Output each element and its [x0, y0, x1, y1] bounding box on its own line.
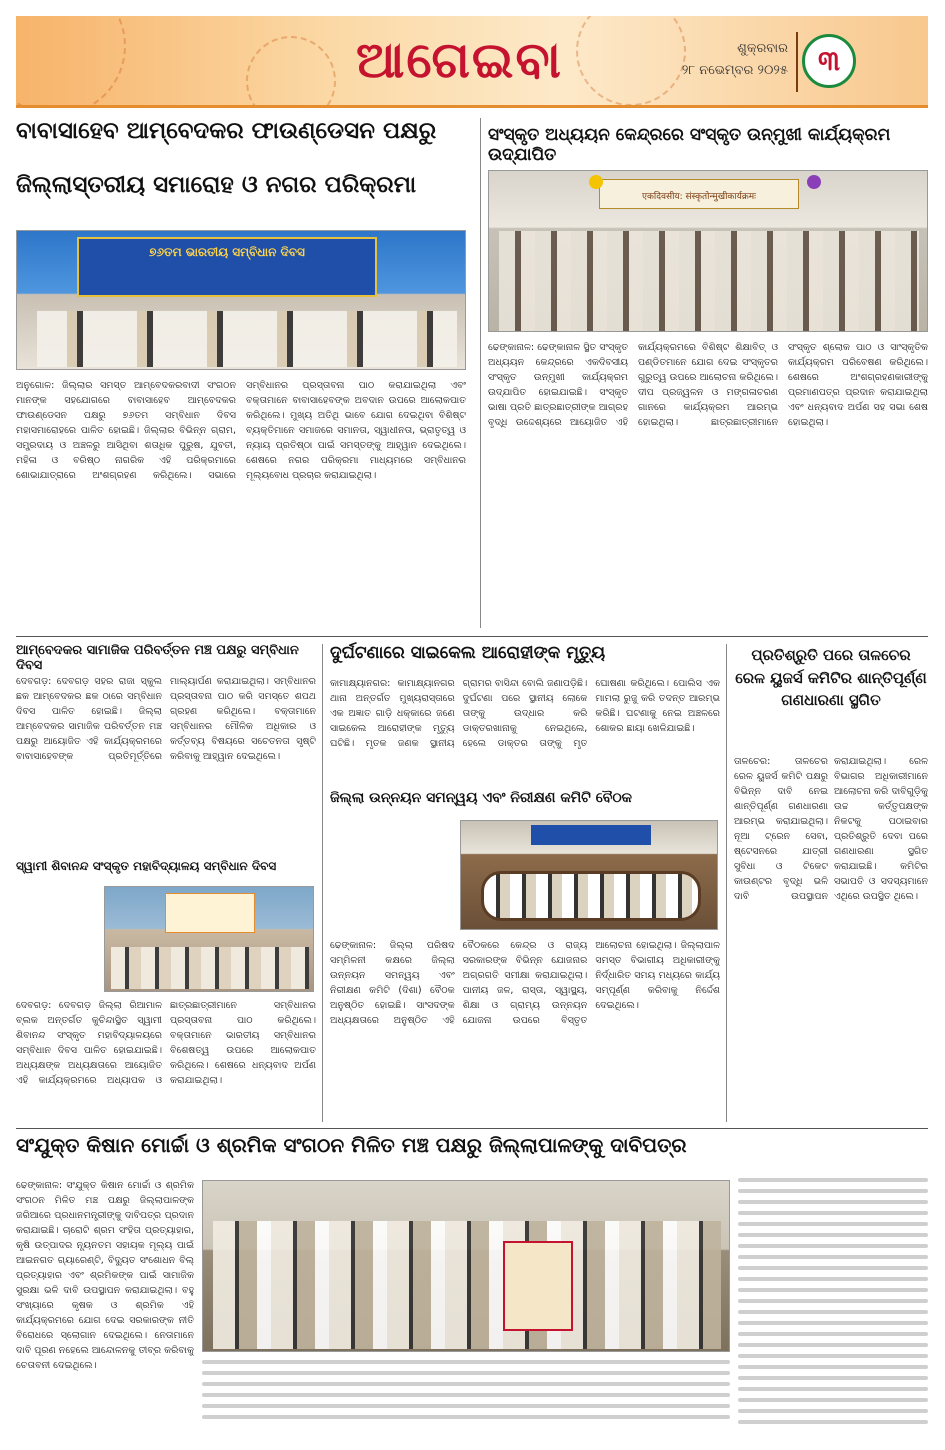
- stage-banner: [77, 237, 377, 297]
- issue-date-block: [682, 38, 788, 82]
- right-column-text-placeholder: [738, 1178, 928, 1424]
- article-sanskrit-unmukhi: [488, 118, 928, 628]
- masthead: [16, 16, 928, 108]
- column-divider: [726, 644, 727, 1122]
- column-divider: [322, 644, 323, 1122]
- article-body-continued: [202, 1360, 730, 1434]
- article-cyclist-death: [330, 644, 720, 764]
- newspaper-title: ଆଗେଇବା: [356, 30, 563, 89]
- article-headline: ଆମ୍ବେଦକର ସାମାଜିକ ପରିବର୍ତ୍ତନ ମଞ୍ଚ ପକ୍ଷରୁ ସମ୍ବିଧାନ ଦିବସ: [16, 643, 299, 673]
- article-body-right: [738, 1178, 928, 1434]
- mandala-decoration: [576, 16, 686, 106]
- article-headline: ସଂଯୁକ୍ତ କିଷାନ ମୋର୍ଚ୍ଚା ଓ ଶ୍ରମିକ ସଂଗଠନ ମିଳିତ ମଞ୍ଚ ପକ୍ଷରୁ ଜିଲ୍ଲାପାଳଙ୍କୁ ଦାବିପତ୍ର: [16, 1133, 687, 1157]
- article-body: ଢେଙ୍କାନାଳ: ଜିଲ୍ଲା ପରିଷଦ ସମ୍ମିଳନୀ କକ୍ଷରେ ଜିଲ୍ଲା ଉନ୍ନୟନ ସମନ୍ୱୟ ଏବଂ ନିରୀକ୍ଷଣ କମିଟି (ଦିଶା) ବୈଠକ ଅନୁଷ୍ଠିତ ହୋଇଛି। ସାଂସଦଙ୍କ ଅଧ୍ୟକ୍ଷତାରେ ଅନୁଷ୍ଠିତ ଏହି ବୈଠକରେ କେନ୍ଦ୍ର ଓ ରାଜ୍ୟ ସରକାରଙ୍କ ବିଭିନ୍ନ ଯୋଜନାର ଅଗ୍ରଗତି ସମୀକ୍ଷା କରାଯାଇଥିଲା। ପାନୀୟ ଜଳ, ରାସ୍ତା, ସ୍ୱାସ୍ଥ୍ୟ, ଶିକ୍ଷା ଓ ଗ୍ରାମ୍ୟ ଉନ୍ନୟନ ଯୋଜନା ଉପରେ ବିସ୍ତୃତ ଆଲୋଚନା ହୋଇଥିଲା। ଜିଲ୍ଲାପାଳ ସମସ୍ତ ବିଭାଗୀୟ ଅଧିକାରୀଙ୍କୁ ନିର୍ଦ୍ଧାରିତ ସମୟ ମଧ୍ୟରେ କାର୍ଯ୍ୟ ସମ୍ପୂର୍ଣ୍ଣ କରିବାକୁ ନିର୍ଦ୍ଦେଶ ଦେଇଥିଲେ।: [330, 940, 720, 1026]
- article-body: କାମାକ୍ଷ୍ୟାନଗର: କାମାକ୍ଷ୍ୟାନଗର ଥାନା ଅନ୍ତର୍ଗତ ମୁଖ୍ୟରାସ୍ତାରେ ଏକ ଅଜ୍ଞାତ ଗାଡ଼ି ଧକ୍କାରେ ଜଣେ ସାଇକେଲ ଆରୋହୀଙ୍କ ମୃତ୍ୟୁ ଘଟିଛି। ମୃତକ ଜଣକ ସ୍ଥାନୀୟ ଗ୍ରାମର ବାସିନ୍ଦା ବୋଲି ଜଣାପଡ଼ିଛି। ଦୁର୍ଘଟଣା ପରେ ସ୍ଥାନୀୟ ଲୋକେ ତାଙ୍କୁ ଉଦ୍ଧାର କରି ଡାକ୍ତରଖାନାକୁ ନେଇଥିଲେ, ହେଲେ ଡାକ୍ତର ତାଙ୍କୁ ମୃତ ଘୋଷଣା କରିଥିଲେ। ପୋଲିସ ଏକ ମାମଲା ରୁଜୁ କରି ତଦନ୍ତ ଆରମ୍ଭ କରିଛି। ଘଟଣାକୁ ନେଇ ଅଞ୍ଚଳରେ ଶୋକର ଛାୟା ଖେଳିଯାଇଛି।: [330, 678, 720, 749]
- meeting-banner: [531, 825, 651, 845]
- article-district-committee: [330, 790, 720, 1122]
- balloon-decoration: [589, 175, 603, 189]
- masthead-divider: [796, 32, 798, 92]
- banner-text: एकदिवसीय: संस्कृतोन्मुखीकार्यक्रमः: [641, 192, 756, 202]
- protest-photo: [202, 1180, 730, 1352]
- column-divider: [480, 118, 481, 628]
- students-rows: [499, 231, 919, 331]
- article-headline: ବାବାସାହେବ ଆମ୍ବେଦକର ଫାଉଣ୍ଡେସନ ପକ୍ଷରୁ: [16, 117, 437, 144]
- dignitaries-row: [37, 311, 457, 367]
- article-kisan-morcha: [16, 1134, 928, 1434]
- constitution-banner: [165, 893, 255, 933]
- article-headline: ଜିଲ୍ଲାସ୍ତରୀୟ ସମାରୋହ ଓ ନଗର ପରିକ୍ରମା: [16, 171, 417, 198]
- meeting-table: [481, 871, 701, 921]
- group-photo: [488, 170, 928, 332]
- continued-text-placeholder: [202, 1360, 730, 1419]
- section-divider: [16, 1128, 928, 1129]
- college-event-photo: [104, 886, 314, 992]
- placard: [503, 1241, 573, 1331]
- mandala-decoration: [16, 16, 126, 108]
- article-headline: ସ୍ୱାମୀ ଶିବାନନ୍ଦ ସଂସ୍କୃତ ମହାବିଦ୍ୟାଳୟ ସମ୍ବିଧାନ ଦିବସ: [16, 859, 277, 873]
- event-photo: [16, 230, 466, 370]
- article-headline: ସଂସ୍କୃତ ଅଧ୍ୟୟନ କେନ୍ଦ୍ରରେ ସଂସ୍କୃତ ଉନ୍ମୁଖୀ କାର୍ଯ୍ୟକ୍ରମ ଉଦ୍‌ଯାପିତ: [488, 125, 891, 165]
- article-body: ଦେବଗଡ଼: ଦେବଗଡ଼ ଜିଲ୍ଲା ରିଆମାଳ ବ୍ଲକ ଅନ୍ତର୍ଗତ କୁଚିନ୍ଦାସ୍ଥିତ ସ୍ୱାମୀ ଶିବାନନ୍ଦ ସଂସ୍କୃତ ମହାବିଦ୍ୟାଳୟରେ ସମ୍ବିଧାନ ଦିବସ ପାଳିତ ହୋଇଯାଇଛି। ଅଧ୍ୟକ୍ଷଙ୍କ ଅଧ୍ୟକ୍ଷତାରେ ଆୟୋଜିତ ଏହି କାର୍ଯ୍ୟକ୍ରମରେ ଅଧ୍ୟାପକ ଓ ଛାତ୍ରଛାତ୍ରୀମାନେ ସମ୍ବିଧାନର ପ୍ରସ୍ତାବନା ପାଠ କରିଥିଲେ। ବକ୍ତାମାନେ ଭାରତୀୟ ସମ୍ବିଧାନର ବିଶେଷତ୍ୱ ଉପରେ ଆଲୋକପାତ କରିଥିଲେ। ଶେଷରେ ଧନ୍ୟବାଦ ଅର୍ପଣ କରାଯାଇଥିଲା।: [16, 1000, 316, 1086]
- article-body: ଢେଙ୍କାନାଳ: ଢେଙ୍କାନାଳ ସ୍ଥିତ ସଂସ୍କୃତ ଅଧ୍ୟୟନ କେନ୍ଦ୍ରରେ ଏକଦିବସୀୟ ସଂସ୍କୃତ ଉନ୍ମୁଖୀ କାର୍ଯ୍ୟକ୍ରମ ଉଦ୍‌ଯାପିତ ହୋଇଯାଇଛି। ସଂସ୍କୃତ ଭାଷା ପ୍ରତି ଛାତ୍ରଛାତ୍ରୀଙ୍କ ଆଗ୍ରହ ବୃଦ୍ଧି ଉଦ୍ଦେଶ୍ୟରେ ଆୟୋଜିତ ଏହି କାର୍ଯ୍ୟକ୍ରମରେ ବିଶିଷ୍ଟ ଶିକ୍ଷାବିତ୍ ଓ ପଣ୍ଡିତମାନେ ଯୋଗ ଦେଇ ସଂସ୍କୃତର ଗୁରୁତ୍ୱ ଉପରେ ଆଲୋଚନା କରିଥିଲେ। ଦୀପ ପ୍ରଜ୍ୱଳନ ଓ ମଙ୍ଗଳାଚରଣ ଗାନରେ କାର୍ଯ୍ୟକ୍ରମ ଆରମ୍ଭ ହୋଇଥିଲା। ଛାତ୍ରଛାତ୍ରୀମାନେ ସଂସ୍କୃତ ଶ୍ଲୋକ ପାଠ ଓ ସାଂସ୍କୃତିକ କାର୍ଯ୍ୟକ୍ରମ ପରିବେଷଣ କରିଥିଲେ। ଶେଷରେ ଅଂଶଗ୍ରହଣକାରୀଙ୍କୁ ପ୍ରମାଣପତ୍ର ପ୍ରଦାନ କରାଯାଇଥିଲା ଏବଂ ଧନ୍ୟବାଦ ଅର୍ପଣ ସହ ସଭା ଶେଷ ହୋଇଥିଲା।: [488, 342, 928, 428]
- mandala-decoration: [246, 36, 336, 108]
- article-body: ତାଳଚେର: ତାଳଚେର ରେଳ ୟୁଜର୍ସ କମିଟି ପକ୍ଷରୁ ବିଭିନ୍ନ ଦାବି ନେଇ ଶାନ୍ତିପୂର୍ଣ୍ଣ ଗଣଧାରଣା ଆରମ୍ଭ କରାଯାଇଥିଲା। ନୂଆ ଟ୍ରେନ ସେବା, ଷ୍ଟେସନରେ ଯାତ୍ରୀ ସୁବିଧା ଓ ଟିକେଟ କାଉଣ୍ଟର ବୃଦ୍ଧି ଭଳି ଦାବି ଉପସ୍ଥାପନ କରାଯାଇଥିଲା। ରେଳ ବିଭାଗର ଅଧିକାରୀମାନେ ଆଲୋଚନା କରି ଦାବିଗୁଡ଼ିକୁ ଉଚ୍ଚ କର୍ତ୍ତୃପକ୍ଷଙ୍କ ନିକଟକୁ ପଠାଇବାର ପ୍ରତିଶ୍ରୁତି ଦେବା ପରେ ଗଣଧାରଣା ସ୍ଥଗିତ କରାଯାଇଛି। କମିଟିର ସଭାପତି ଓ ସଦସ୍ୟମାନେ ଏଥିରେ ଉପସ୍ଥିତ ଥିଲେ।: [734, 756, 928, 902]
- section-divider: [16, 636, 928, 637]
- protesters-row: [213, 1221, 721, 1349]
- article-body: ଢେଙ୍କାନାଳ: ସଂଯୁକ୍ତ କିଷାନ ମୋର୍ଚ୍ଚା ଓ ଶ୍ରମିକ ସଂଗଠନ ମିଳିତ ମଞ୍ଚ ପକ୍ଷରୁ ଜିଲ୍ଲାପାଳଙ୍କ ଜରିଆରେ ପ୍ରଧାନମନ୍ତ୍ରୀଙ୍କୁ ଦାବିପତ୍ର ପ୍ରଦାନ କରାଯାଇଛି। ଚାରୋଟି ଶ୍ରମ ସଂହିତା ପ୍ରତ୍ୟାହାର, କୃଷି ଉତ୍ପାଦର ନ୍ୟୂନତମ ସହାୟକ ମୂଲ୍ୟ ପାଇଁ ଆଇନଗତ ଗ୍ୟାରେଣ୍ଟି, ବିଦ୍ୟୁତ ସଂଶୋଧନ ବିଲ୍ ପ୍ରତ୍ୟାହାର ଏବଂ ଶ୍ରମିକଙ୍କ ପାଇଁ ସାମାଜିକ ସୁରକ୍ଷା ଭଳି ଦାବି ଉପସ୍ଥାପନ କରାଯାଇଥିଲା। ବହୁ ସଂଖ୍ୟାରେ କୃଷକ ଓ ଶ୍ରମିକ ଏହି କାର୍ଯ୍ୟକ୍ରମରେ ଯୋଗ ଦେଇ ସରକାରଙ୍କ ନୀତି ବିରୋଧରେ ସ୍ଲୋଗାନ ଦେଇଥିଲେ। ନେତାମାନେ ଦାବି ପୂରଣ ନହେଲେ ଆନ୍ଦୋଳନକୁ ତୀବ୍ର କରିବାକୁ ଚେତାବନୀ ଦେଇଥିଲେ।: [16, 1180, 194, 1371]
- page-number: ୩: [802, 34, 856, 88]
- balloon-decoration: [807, 175, 821, 189]
- issue-date: ୨୮ ନଭେମ୍ବର ୨୦୨୫: [681, 63, 788, 78]
- article-body: ଦେବଗଡ଼: ଦେବଗଡ଼ ସହର ରାଜା ସ୍କୁଲ ଛକ ଆମ୍ବେଦକର ଛକ ଠାରେ ସମ୍ବିଧାନ ଦିବସ ପାଳିତ ହୋଇଛି। ଜିଲ୍ଲା ଆମ୍ବେଦକର ସାମାଜିକ ପରିବର୍ତ୍ତନ ମଞ୍ଚ ପକ୍ଷରୁ ଆୟୋଜିତ ଏହି କାର୍ଯ୍ୟକ୍ରମରେ ବାବାସାହେବଙ୍କ ପ୍ରତିମୂର୍ତ୍ତିରେ ମାଲ୍ୟାର୍ପଣ କରାଯାଇଥିଲା। ସମ୍ବିଧାନର ପ୍ରସ୍ତାବନା ପାଠ କରି ସମସ୍ତେ ଶପଥ ଗ୍ରହଣ କରିଥିଲେ। ବକ୍ତାମାନେ ସମ୍ବିଧାନର ମୌଳିକ ଅଧିକାର ଓ କର୍ତ୍ତବ୍ୟ ବିଷୟରେ ସଚେତନତା ସୃଷ୍ଟି କରିବାକୁ ଆହ୍ୱାନ ଦେଇଥିଲେ।: [16, 676, 316, 762]
- article-body: ଅନୁଗୋଳ: ଜିଲ୍ଲାର ସମସ୍ତ ଆମ୍ବେଦକରବାଦୀ ସଂଗଠନ ମାନଙ୍କ ସହଯୋଗରେ ବାବାସାହେବ ଆମ୍ବେଦକର ଫାଉଣ୍ଡେସନ ପକ୍ଷରୁ ୭୬ତମ ସମ୍ବିଧାନ ଦିବସ ମହାସମାରୋହରେ ପାଳିତ ହୋଇଛି। ଜିଲ୍ଲାର ବିଭିନ୍ନ ଗ୍ରାମ, ସମ୍ପ୍ରଦାୟ ଓ ଅଞ୍ଚଳରୁ ଆସିଥିବା ଶତାଧିକ ପୁରୁଷ, ଯୁବତୀ, ମହିଳା ଓ ବରିଷ୍ଠ ନାଗରିକ ଏହି ପରିକ୍ରମାରେ ଶୋଭାଯାତ୍ରାରେ ଅଂଶଗ୍ରହଣ କରିଥିଲେ। ସଭାରେ ସମ୍ବିଧାନର ପ୍ରସ୍ତାବନା ପାଠ କରାଯାଇଥିଲା ଏବଂ ବକ୍ତାମାନେ ବାବାସାହେବଙ୍କ ଅବଦାନ ଉପରେ ଆଲୋକପାତ କରିଥିଲେ। ମୁଖ୍ୟ ଅତିଥି ଭାବେ ଯୋଗ ଦେଇଥିବା ବିଶିଷ୍ଟ ବ୍ୟକ୍ତିମାନେ ସମାଜରେ ସମାନତା, ସ୍ୱାଧୀନତା, ଭ୍ରାତୃତ୍ୱ ଓ ନ୍ୟାୟ ପ୍ରତିଷ୍ଠା ପାଇଁ ସମସ୍ତଙ୍କୁ ଆହ୍ୱାନ ଦେଇଥିଲେ। ଶେଷରେ ନଗର ପରିକ୍ରମା ମାଧ୍ୟମରେ ସମ୍ବିଧାନର ମୂଲ୍ୟବୋଧ ପ୍ରଚାର କରାଯାଇଥିଲା।: [16, 380, 466, 481]
- article-headline: ପ୍ରତିଶ୍ରୁତି ପରେ ତାଳଚେର ରେଳ ୟୁଜର୍ସ କମିଟିର ଶାନ୍ତିପୂର୍ଣ୍ଣ ଗଣଧାରଣା ସ୍ଥଗିତ: [735, 646, 927, 709]
- attendees-row: [111, 947, 309, 989]
- article-ambedkar-samajik: [16, 644, 316, 856]
- article-swami-shivananda: [16, 860, 316, 1120]
- event-banner: [599, 179, 799, 209]
- article-headline: ଦୁର୍ଘଟଣାରେ ସାଇକେଲ ଆରୋହୀଙ୍କ ମୃତ୍ୟୁ: [330, 643, 606, 663]
- weekday: ଶୁକ୍ରବାର: [737, 41, 788, 56]
- banner-text: ୭୬ତମ ଭାରତୀୟ ସମ୍ବିଧାନ ଦିବସ: [149, 245, 305, 259]
- article-headline: ଜିଲ୍ଲା ଉନ୍ନୟନ ସମନ୍ୱୟ ଏବଂ ନିରୀକ୍ଷଣ କମିଟି ବୈଠକ: [330, 790, 633, 806]
- article-railway-users: [734, 644, 928, 1122]
- meeting-photo: [460, 820, 718, 930]
- article-ambedkar-foundation: [16, 118, 472, 628]
